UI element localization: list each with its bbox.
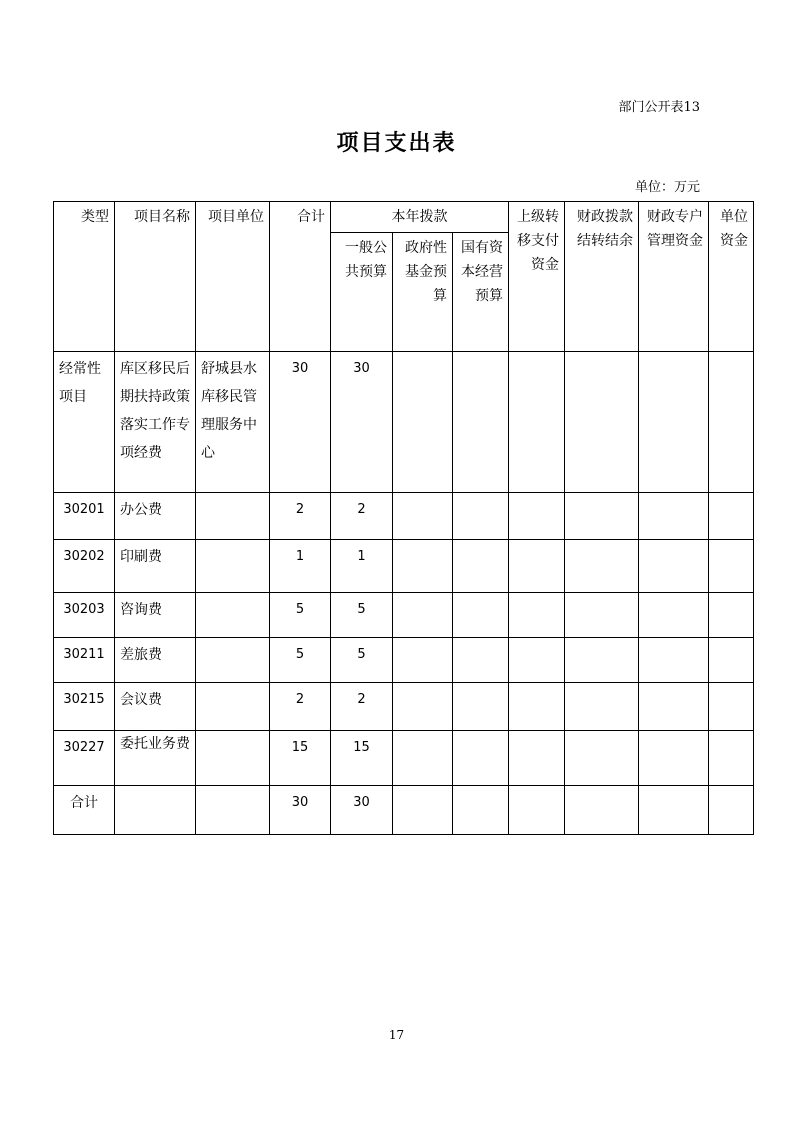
row-project-name: 库区移民后期扶持政策落实工作专项经费 (115, 352, 196, 493)
row-empty-cell (453, 493, 509, 540)
row-project-unit (196, 540, 270, 593)
row-empty-cell (453, 593, 509, 638)
row-total: 30 (270, 352, 331, 493)
header-row-1 (54, 202, 754, 233)
table-row (54, 493, 754, 540)
row-empty-cell (709, 493, 754, 540)
row-empty-cell (453, 786, 509, 835)
header-current-year: 本年拨款 (331, 202, 509, 233)
header-project-unit: 项目单位 (196, 202, 270, 352)
row-empty-cell (509, 593, 565, 638)
row-general-budget: 15 (331, 731, 393, 786)
row-total: 15 (270, 731, 331, 786)
table-row (54, 683, 754, 731)
row-project-name: 差旅费 (115, 638, 196, 683)
row-general-budget: 2 (331, 493, 393, 540)
row-empty-cell (393, 540, 453, 593)
row-total: 5 (270, 638, 331, 683)
table-row (54, 352, 754, 493)
row-project-unit: 舒城县水库移民管理服务中心 (196, 352, 270, 493)
row-project-name: 咨询费 (115, 593, 196, 638)
row-empty-cell (509, 493, 565, 540)
row-empty-cell (565, 786, 639, 835)
row-general-budget: 5 (331, 593, 393, 638)
header-gov-fund-budget: 政府性基金预算 (393, 233, 453, 352)
table-row (54, 731, 754, 786)
row-total: 1 (270, 540, 331, 593)
row-empty-cell (565, 593, 639, 638)
row-empty-cell (393, 638, 453, 683)
header-superior-transfer: 上级转移支付资金 (509, 202, 565, 352)
row-empty-cell (453, 540, 509, 593)
row-empty-cell (709, 683, 754, 731)
row-empty-cell (639, 638, 709, 683)
table-row (54, 540, 754, 593)
row-project-name: 办公费 (115, 493, 196, 540)
row-project-unit (196, 593, 270, 638)
row-project-unit (196, 493, 270, 540)
project-expenditure-table (53, 201, 754, 835)
row-general-budget: 30 (331, 352, 393, 493)
row-type: 30203 (54, 593, 115, 638)
row-empty-cell (639, 540, 709, 593)
row-empty-cell (453, 638, 509, 683)
form-number: 部门公开表13 (618, 100, 700, 115)
row-empty-cell (509, 540, 565, 593)
total-label: 合计 (54, 786, 115, 835)
row-empty-cell (709, 352, 754, 493)
unit-label: 单位：万元 (634, 180, 700, 195)
table-row (54, 593, 754, 638)
row-empty-cell (565, 493, 639, 540)
row-empty-cell (639, 352, 709, 493)
row-empty-cell (565, 352, 639, 493)
header-type: 类型 (54, 202, 115, 352)
row-empty-cell (639, 493, 709, 540)
row-total: 5 (270, 593, 331, 638)
row-empty-cell (565, 638, 639, 683)
row-type: 30215 (54, 683, 115, 731)
row-empty-cell (115, 786, 196, 835)
row-general-budget: 1 (331, 540, 393, 593)
total-row (54, 786, 754, 835)
header-general-budget: 一般公共预算 (331, 233, 393, 352)
row-empty-cell (709, 786, 754, 835)
header-special-account: 财政专户管理资金 (639, 202, 709, 352)
row-empty-cell (565, 540, 639, 593)
row-empty-cell (565, 731, 639, 786)
row-general-budget: 2 (331, 683, 393, 731)
row-empty-cell (509, 638, 565, 683)
row-empty-cell (709, 731, 754, 786)
row-empty-cell (639, 731, 709, 786)
header-finance-carryover: 财政拨款结转结余 (565, 202, 639, 352)
page-number: 17 (388, 1028, 405, 1042)
header-unit-funds: 单位资金 (709, 202, 754, 352)
header-state-capital-budget: 国有资本经营预算 (453, 233, 509, 352)
row-project-unit (196, 638, 270, 683)
total-total: 30 (270, 786, 331, 835)
row-empty-cell (639, 786, 709, 835)
row-empty-cell (509, 786, 565, 835)
row-general-budget: 5 (331, 638, 393, 683)
row-empty-cell (453, 731, 509, 786)
row-empty-cell (196, 786, 270, 835)
row-empty-cell (639, 593, 709, 638)
row-empty-cell (709, 540, 754, 593)
row-empty-cell (393, 352, 453, 493)
row-project-unit (196, 731, 270, 786)
row-empty-cell (709, 638, 754, 683)
row-project-name: 委托业务费 (115, 731, 196, 786)
row-type: 30211 (54, 638, 115, 683)
row-total: 2 (270, 493, 331, 540)
row-project-unit (196, 683, 270, 731)
row-empty-cell (509, 683, 565, 731)
row-empty-cell (393, 493, 453, 540)
row-empty-cell (393, 683, 453, 731)
page-title: 项目支出表 (336, 130, 457, 156)
row-type: 30227 (54, 731, 115, 786)
row-type: 30202 (54, 540, 115, 593)
row-type: 30201 (54, 493, 115, 540)
row-empty-cell (709, 593, 754, 638)
row-empty-cell (639, 683, 709, 731)
total-general-budget: 30 (331, 786, 393, 835)
table-row (54, 638, 754, 683)
row-empty-cell (509, 352, 565, 493)
row-empty-cell (393, 786, 453, 835)
row-empty-cell (393, 731, 453, 786)
row-empty-cell (509, 731, 565, 786)
row-type: 经常性项目 (54, 352, 115, 493)
row-empty-cell (565, 683, 639, 731)
row-total: 2 (270, 683, 331, 731)
row-project-name: 印刷费 (115, 540, 196, 593)
row-empty-cell (453, 352, 509, 493)
header-total: 合计 (270, 202, 331, 352)
row-empty-cell (453, 683, 509, 731)
row-project-name: 会议费 (115, 683, 196, 731)
header-project-name: 项目名称 (115, 202, 196, 352)
row-empty-cell (393, 593, 453, 638)
